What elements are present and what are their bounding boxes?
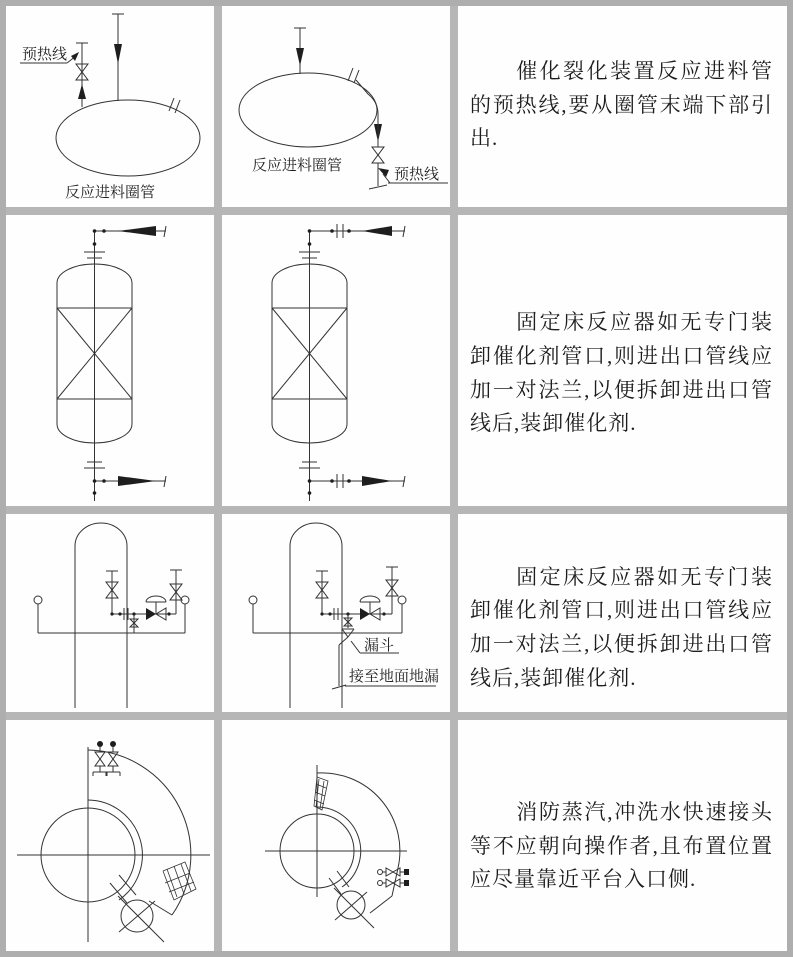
valve-station-pipe xyxy=(320,608,392,620)
cell-row1-note xyxy=(458,6,787,207)
cell-row3-right-example xyxy=(222,514,450,712)
cell-row4-right-example xyxy=(222,720,450,951)
stair-hatch-patch xyxy=(163,862,196,900)
cell-row1-wrong-example xyxy=(6,6,214,207)
label-to-floor-drain: 接至地面地漏 xyxy=(349,669,440,685)
note-text-row2: 固定床反应器如无专门装卸催化剂管口,则进出口管线应加一对法兰,以便拆卸进出口管线后,装卸催化剂. xyxy=(470,310,773,436)
feed-drop-line xyxy=(112,14,124,101)
inlet-pipe-with-flange-pair xyxy=(308,224,405,246)
reactor-vessel xyxy=(272,245,347,477)
label-preheat-line: 预热线 xyxy=(22,47,68,63)
preheat-label-leader xyxy=(20,45,79,63)
control-valve xyxy=(360,596,380,620)
diagram-platform-plan-wrong xyxy=(6,720,214,951)
vessel-plan-circle xyxy=(265,765,407,897)
valve-branch-2 xyxy=(170,570,182,614)
vessel-plan-circle xyxy=(17,747,210,942)
funnel-label-leader xyxy=(351,637,399,654)
label-preheat-line: 预热线 xyxy=(394,167,440,183)
feed-ring-pipe xyxy=(56,98,200,176)
cell-row4-wrong-example xyxy=(6,720,214,951)
diagram-column-manifold-right xyxy=(222,514,450,712)
feed-ring-pipe xyxy=(239,73,377,147)
feed-drop-line xyxy=(294,28,306,74)
chute-and-pump-plan xyxy=(329,871,374,928)
cell-row2-wrong-example xyxy=(6,215,214,506)
inlet-pipe xyxy=(93,226,166,246)
diagram-column-manifold-wrong xyxy=(6,514,214,712)
diagram-reactor-right xyxy=(222,215,450,506)
valve-branch-1 xyxy=(106,571,118,614)
floor-drain-label xyxy=(345,667,439,686)
cell-row3-wrong-example xyxy=(6,514,214,712)
preheat-label-leader xyxy=(378,165,448,183)
outlet-pipe-with-flange-pair xyxy=(308,473,405,501)
outlet-pipe xyxy=(93,473,166,501)
cell-row2-note xyxy=(458,215,787,506)
control-valve xyxy=(146,596,166,620)
note-text-row4: 消防蒸汽,冲洗水快速接头等不应朝向操作者,且布置位置应尽量靠近平台入口侧. xyxy=(470,800,773,892)
platform-arc xyxy=(88,750,191,915)
cell-row1-right-example xyxy=(222,6,450,207)
reactor-vessel xyxy=(57,245,132,477)
valve-branch-1 xyxy=(316,571,328,614)
diagram-platform-plan-right xyxy=(222,720,450,951)
diagram-feed-ring-right xyxy=(222,6,450,207)
chute-and-pump-plan xyxy=(110,875,164,942)
label-feed-ring: 反应进料圈管 xyxy=(252,158,343,174)
cell-row4-note xyxy=(458,720,787,951)
diagram-feed-ring-wrong xyxy=(6,6,214,207)
label-funnel: 漏斗 xyxy=(364,638,395,654)
quick-connect-valves-right xyxy=(378,868,410,887)
column-vessel xyxy=(75,523,127,708)
stair-hatch-patch xyxy=(314,777,328,810)
quick-connect-valves-top xyxy=(93,741,120,776)
note-text-row3: 固定床反应器如无专门装卸催化剂管口,则进出口管线应加一对法兰,以便拆卸进出口管线后,装卸催化剂. xyxy=(470,564,773,690)
note-text-row1: 催化裂化装置反应进料管的预热线,要从圈管末端下部引出. xyxy=(470,59,773,151)
diagram-reactor-wrong xyxy=(6,215,214,506)
cell-row3-note xyxy=(458,514,787,712)
platform-arc xyxy=(317,773,400,913)
label-feed-ring: 反应进料圈管 xyxy=(64,185,156,201)
valve-branch-2 xyxy=(386,567,398,614)
cell-row2-right-example xyxy=(222,215,450,506)
